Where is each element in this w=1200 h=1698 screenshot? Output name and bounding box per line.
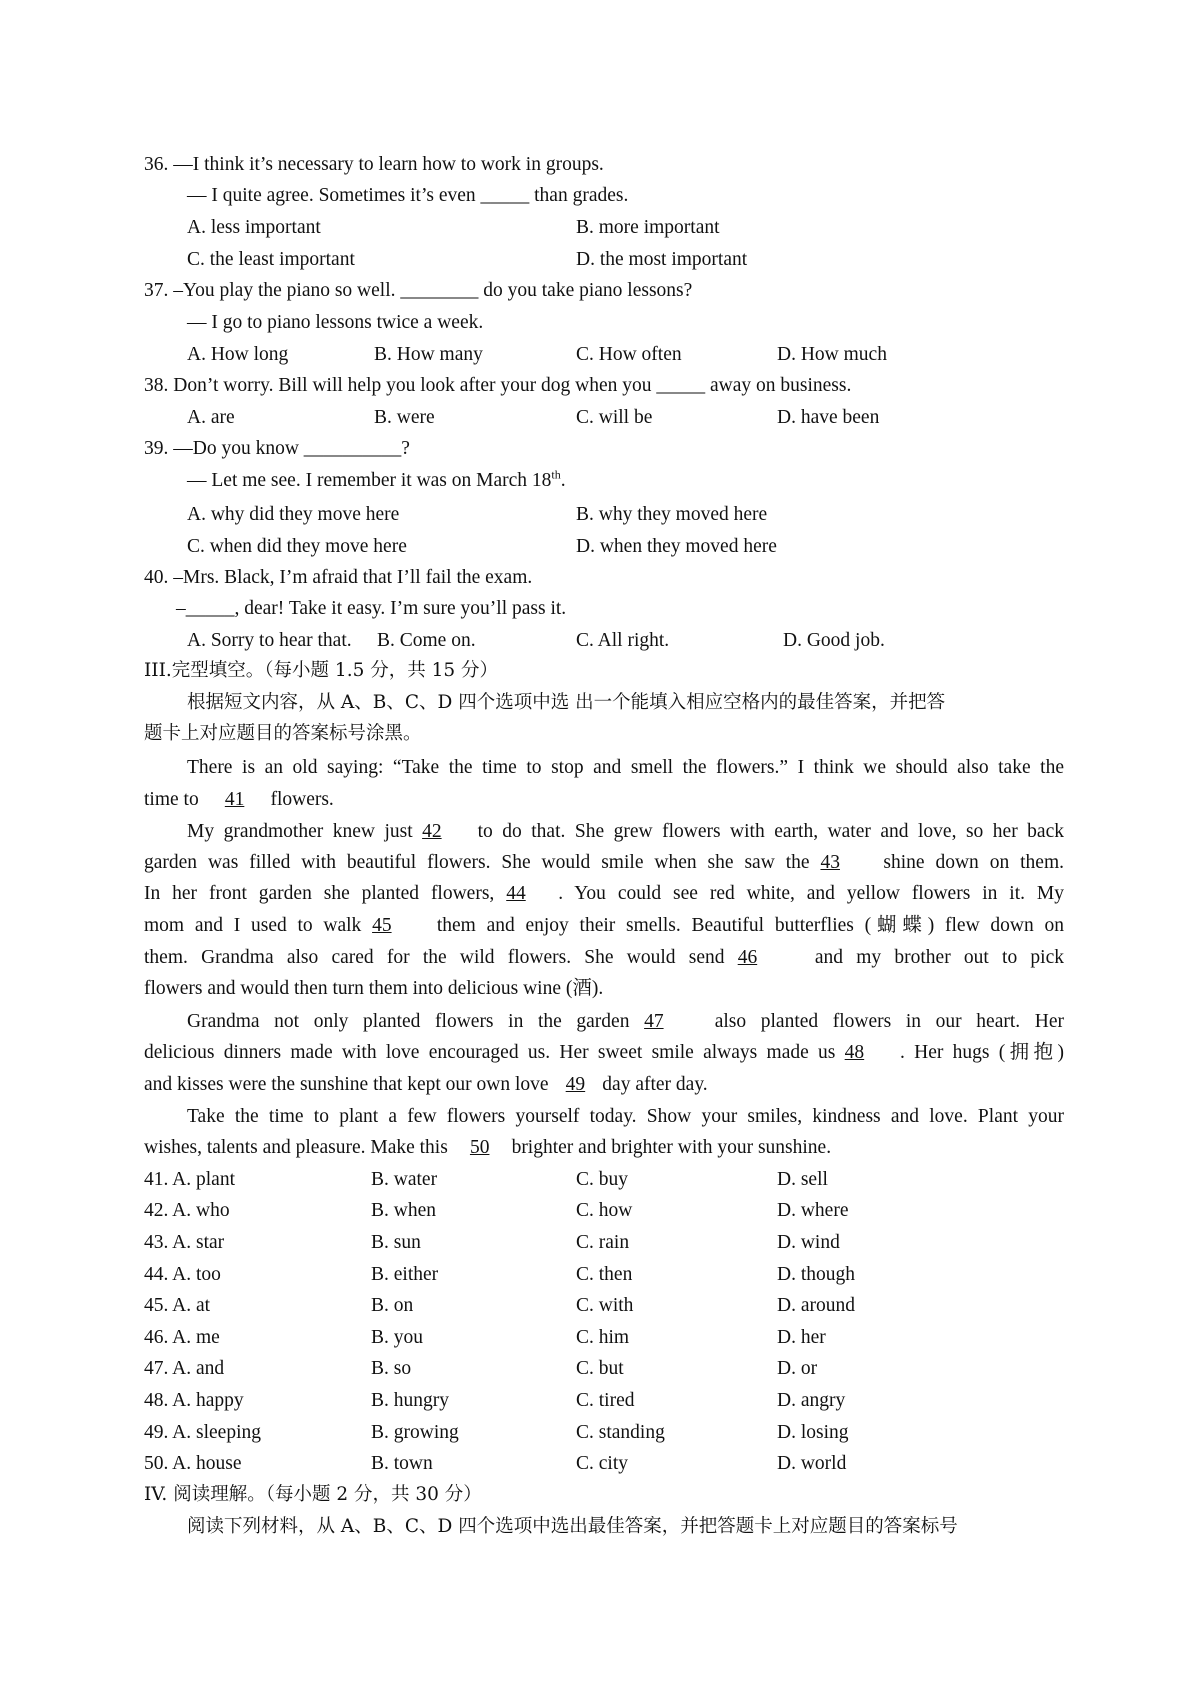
option-38-d: D. have been [777,407,880,428]
section-3-instruction-line-1: 根据短文内容，从 A、B、C、D 四个选项中选 出一个能填入相应空格内的最佳答案，并把答 [187,692,946,713]
passage-text: flowers. [265,789,334,810]
cloze-option-b: B. you [371,1327,424,1348]
cloze-option-d: D. though [777,1264,855,1285]
option-38-a: A. are [187,407,235,428]
cloze-option-c: C. then [576,1264,633,1285]
passage-text: them and enjoy their smells. Beautiful butterflies (蝴蝶) flew down on [426,915,1064,936]
passage-text: garden was filled with beautiful flowers. She would smile when she saw the [144,852,821,873]
passage-text: . You could see red white, and yellow flowers in it. My [558,883,1064,904]
cloze-option-c: C. rain [576,1232,630,1253]
option-36-a: A. less important [187,217,321,238]
cloze-option-b: B. on [371,1295,414,1316]
cloze-option-b: B. sun [371,1232,421,1253]
blank-46: 46 [737,947,758,968]
blank-50: 50 [469,1137,490,1158]
cloze-option-a: 48. A. happy [144,1390,244,1411]
cloze-option-c: C. but [576,1358,624,1379]
question-36-stem: 36. —I think it’s necessary to learn how to work in groups. [144,154,604,175]
passage-line [144,1136,831,1160]
passage-text: delicious dinners made with love encouraged us. Her sweet smile always made us [144,1042,845,1063]
blank-41: 41 [224,789,245,810]
question-37-reply: — I go to piano lessons twice a week. [187,312,484,333]
cloze-option-a: 43. A. star [144,1232,225,1253]
blank-45: 45 [372,915,392,936]
passage-text: to do that. She grew flowers with earth, water and love, so her back [468,821,1064,842]
option-36-d: D. the most important [576,249,748,270]
cloze-option-b: B. either [371,1264,439,1285]
ordinal-suffix: th [551,467,561,482]
passage-line: flowers and would then turn them into delicious wine (酒). [144,978,604,999]
cloze-option-c: C. standing [576,1422,665,1443]
passage-line [144,882,1064,906]
passage-text: brighter and brighter with your sunshine. [506,1137,832,1158]
cloze-option-d: D. losing [777,1422,849,1443]
question-36-reply: — I quite agree. Sometimes it’s even _____ than grades. [187,185,629,206]
cloze-option-c: C. with [576,1295,634,1316]
question-39-stem: 39. —Do you know __________? [144,438,410,459]
option-40-a: A. Sorry to hear that. [187,630,352,651]
question-38-stem: 38. Don’t worry. Bill will help you look after your dog when you _____ away on business. [144,375,852,396]
cloze-option-c: C. how [576,1200,633,1221]
option-37-d: D. How much [777,344,887,365]
option-37-b: B. How many [374,344,483,365]
passage-line: There is an old saying: “Take the time to stop and smell the flowers.” I think we should also take the [187,757,1064,778]
passage-line [144,851,1064,875]
passage-text: wishes, talents and pleasure. Make this [144,1137,453,1158]
cloze-option-b: B. so [371,1358,412,1379]
passage-text: also planted flowers in our heart. Her [700,1011,1064,1032]
cloze-option-a: 46. A. me [144,1327,220,1348]
cloze-option-d: D. wind [777,1232,840,1253]
option-39-d: D. when they moved here [576,536,777,557]
cloze-option-b: B. town [371,1453,433,1474]
section-3-instruction-line-2: 题卡上对应题目的答案标号涂黑。 [144,723,422,744]
question-37-stem: 37. –You play the piano so well. ________ do you take piano lessons? [144,280,693,301]
option-39-a: A. why did they move here [187,504,400,525]
passage-text: day after day. [597,1074,708,1095]
passage-line [144,788,334,812]
option-36-c: C. the least important [187,249,355,270]
blank-43: 43 [820,852,840,873]
option-39-c: C. when did they move here [187,536,407,557]
option-38-b: B. were [374,407,435,428]
option-36-b: B. more important [576,217,720,238]
cloze-option-b: B. when [371,1200,436,1221]
blank-49: 49 [565,1074,586,1095]
cloze-option-d: D. world [777,1453,847,1474]
question-39-reply-text: — Let me see. I remember it was on March 18 [187,470,552,491]
passage-text: . Her hugs (拥抱) [890,1042,1064,1063]
section-4-heading: IV. 阅读理解。（每小题 2 分，共 30 分） [144,1484,482,1505]
option-40-d: D. Good job. [783,630,885,651]
cloze-option-d: D. or [777,1358,818,1379]
cloze-option-d: D. sell [777,1169,828,1190]
cloze-option-a: 45. A. at [144,1295,211,1316]
cloze-option-d: D. around [777,1295,855,1316]
passage-line [144,914,1064,938]
blank-42: 42 [422,821,442,842]
cloze-option-b: B. water [371,1169,438,1190]
cloze-option-c: C. buy [576,1169,629,1190]
passage-line [187,820,1064,844]
passage-line [144,946,1064,970]
cloze-option-d: D. where [777,1200,849,1221]
passage-text: My grandmother knew just [187,821,423,842]
question-39-reply-end: . [560,470,566,491]
cloze-option-d: D. her [777,1327,826,1348]
blank-48: 48 [844,1042,865,1063]
cloze-option-b: B. growing [371,1422,459,1443]
cloze-option-a: 50. A. house [144,1453,242,1474]
cloze-option-a: 44. A. too [144,1264,221,1285]
cloze-option-b: B. hungry [371,1390,449,1411]
cloze-option-c: C. tired [576,1390,635,1411]
cloze-option-a: 42. A. who [144,1200,230,1221]
section-4-instruction: 阅读下列材料，从 A、B、C、D 四个选项中选出最佳答案，并把答题卡上对应题目的答案标号 [187,1516,958,1537]
option-37-c: C. How often [576,344,682,365]
option-40-b: B. Come on. [377,630,476,651]
passage-text: shine down on them. [872,852,1064,873]
cloze-option-a: 49. A. sleeping [144,1422,261,1443]
option-38-c: C. will be [576,407,653,428]
passage-text: In her front garden she planted flowers, [144,883,507,904]
cloze-option-c: C. him [576,1327,630,1348]
cloze-option-c: C. city [576,1453,628,1474]
passage-line [144,1073,708,1097]
cloze-option-a: 41. A. plant [144,1169,235,1190]
cloze-option-d: D. angry [777,1390,846,1411]
passage-line [187,1010,1064,1034]
passage-line: Take the time to plant a few flowers yourself today. Show your smiles, kindness and love. Plant your [187,1106,1064,1127]
option-37-a: A. How long [187,344,289,365]
passage-text: and kisses were the sunshine that kept our own love [144,1074,554,1095]
option-40-c: C. All right. [576,630,670,651]
question-40-stem: 40. –Mrs. Black, I’m afraid that I’ll fail the exam. [144,567,533,588]
passage-line [144,1041,1064,1065]
passage-text: Grandma not only planted flowers in the garden [187,1011,645,1032]
passage-text: them. Grandma also cared for the wild flowers. She would send [144,947,738,968]
passage-text: mom and I used to walk [144,915,373,936]
option-39-b: B. why they moved here [576,504,768,525]
cloze-option-a: 47. A. and [144,1358,225,1379]
question-40-reply: –_____, dear! Take it easy. I’m sure you’ll pass it. [176,598,567,619]
passage-text: and my brother out to pick [801,947,1064,968]
blank-44: 44 [506,883,526,904]
passage-text: time to [144,789,204,810]
question-39-reply [187,469,566,493]
section-3-heading: III.完型填空。（每小题 1.5 分，共 15 分） [144,660,499,681]
blank-47: 47 [644,1011,664,1032]
